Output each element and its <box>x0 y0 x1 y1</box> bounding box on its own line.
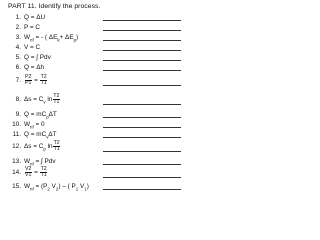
fraction: $\frac{T2}{T1}$ <box>40 165 47 178</box>
process-equation: P = C <box>24 24 41 31</box>
question-number: 7. <box>15 77 21 84</box>
question-number: 9. <box>15 111 21 118</box>
answer-blank[interactable] <box>103 127 181 128</box>
process-equation: Q = ∫ Pdv <box>24 54 51 61</box>
process-equation: V = C <box>24 44 41 51</box>
answer-blank[interactable] <box>103 85 181 86</box>
fraction: $\frac{P2}{P1}$ <box>24 73 32 86</box>
question-number: 5. <box>15 54 21 61</box>
question-number: 1. <box>15 14 21 21</box>
answer-blank[interactable] <box>103 104 181 105</box>
process-equation: Q = Δh <box>24 64 45 71</box>
question-number: 14. <box>12 169 21 176</box>
question-number: 2. <box>15 24 21 31</box>
answer-blank[interactable] <box>103 189 181 190</box>
part-title: PART 11. Identify the process. <box>8 3 101 10</box>
answer-blank[interactable] <box>103 40 181 41</box>
question-number: 10. <box>12 121 21 128</box>
answer-blank[interactable] <box>103 50 181 51</box>
fraction: $\frac{T2}{T1}$ <box>53 139 60 152</box>
question-number: 12. <box>12 143 21 150</box>
question-number: 13. <box>12 158 21 165</box>
answer-blank[interactable] <box>103 30 181 31</box>
question-item <box>0 181 200 192</box>
process-equation: $\frac{P2}{P1}$ = $\frac{T2}{T1}$ <box>24 73 47 86</box>
process-equation: Q = ΔU <box>24 14 46 21</box>
fraction: $\frac{T2}{T1}$ <box>53 92 60 105</box>
question-number: 3. <box>15 34 21 41</box>
process-equation: $Q = mC_p\Delta T$ <box>24 111 57 120</box>
question-number: 15. <box>12 183 21 190</box>
answer-blank[interactable] <box>103 177 181 178</box>
answer-blank[interactable] <box>103 20 181 21</box>
answer-blank[interactable] <box>103 137 181 138</box>
answer-blank[interactable] <box>103 70 181 71</box>
question-number: 6. <box>15 64 21 71</box>
process-equation: $W_{nf} = (P_2$ $V_2$) – ( $P_1$ $V_1$) <box>24 183 89 192</box>
answer-blank[interactable] <box>103 60 181 61</box>
process-equation: $W_{nf}$ = - ( $\Delta E_k+ \Delta E_p$) <box>24 34 79 43</box>
question-item <box>0 140 200 154</box>
fraction: $\frac{T2}{T1}$ <box>40 73 47 86</box>
process-equation: $\Delta s = C_p$ ln $\frac{T2}{T1}$ <box>24 139 60 152</box>
process-equation: $Q = mC_v\Delta T$ <box>24 131 57 140</box>
question-number: 8. <box>15 96 21 103</box>
question-item <box>0 129 200 140</box>
answer-blank[interactable] <box>103 151 181 152</box>
answer-blank[interactable] <box>103 117 181 118</box>
process-equation: $\Delta s = C_v$ ln $\frac{T2}{T1}$ <box>24 92 60 105</box>
question-item <box>0 62 200 73</box>
question-item <box>0 93 200 107</box>
answer-blank[interactable] <box>103 164 181 165</box>
question-number: 11. <box>12 131 21 138</box>
fraction: $\frac{V2}{V1}$ <box>24 165 32 178</box>
process-equation: $\frac{V2}{V1}$ = $\frac{T2}{T1}$ <box>24 165 47 178</box>
question-item <box>0 74 200 88</box>
question-item <box>0 166 200 180</box>
process-equation: $W_{nf} = 0$ <box>24 121 45 130</box>
process-equation: $W_{nf}$ = ∫ Pdv <box>24 158 56 167</box>
question-number: 4. <box>15 44 21 51</box>
